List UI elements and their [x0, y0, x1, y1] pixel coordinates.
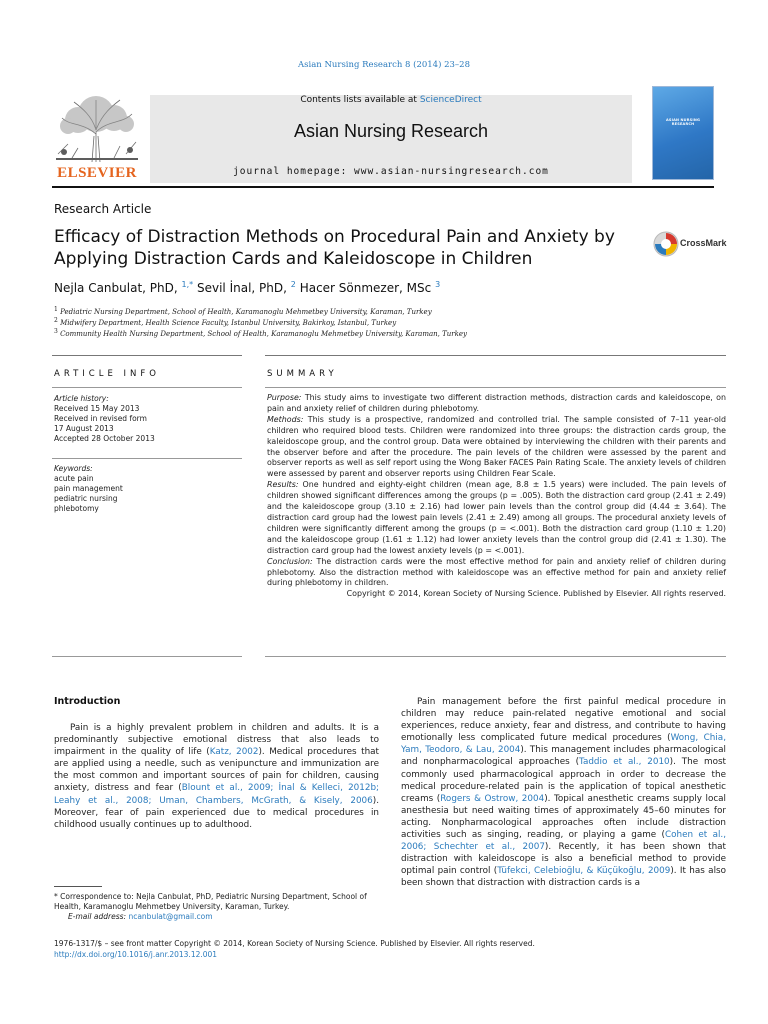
results-text: One hundred and eighty-eight children (mean age, 8.8 ± 1.5 years) were included. The pain levels of children showed significant differences among the groups (p = .005). Both the distraction card group (2.41 ± 2.49) and the kaleidoscope group (3.10 ± 2.16) had lower pain levels than the control group did (4.44 ± 3.64). The distraction card group had the lowest pain levels (2.41 ± 2.49) among all groups. The procedural anxiety levels of children were significantly different among the groups (p = <.001). Both the distraction card group (1.10 ± 1.20) and the kaleidoscope group (1.61 ± 1.12) had lower anxiety levels than the control group did (2.41 ± 1.30). The distraction card group had the lowest anxiety levels (p = <.001). [267, 480, 726, 555]
summary-heading: SUMMARY [267, 369, 338, 379]
elsevier-wordmark: ELSEVIER [57, 165, 137, 181]
correspondence-text: Correspondence to: Nejla Canbulat, PhD, Pediatric Nursing Department, School of Health, Karamanoglu Mehmetbey University, Karaman, Turkey. [54, 892, 367, 911]
citation-link[interactable]: Tüfekci, Celebioğlu, & Küçükoğlu, 2009 [497, 866, 671, 877]
article-title: Efficacy of Distraction Methods on Procedural Pain and Anxiety by Applying Distraction Cards and Kaleidoscope in Children [54, 227, 615, 269]
citation-link[interactable]: Wong, Chia, Yam, Teodoro, & Lau, 2004 [401, 733, 726, 756]
email-line [54, 912, 379, 922]
paragraph-text: Pain is a highly prevalent problem in children and adults. It is a predominantly subjective emotional distress that also leads to impairment in the quality of life ( [54, 723, 379, 758]
divider [52, 656, 242, 657]
purpose-text: This study aims to investigate two different distraction methods, distraction cards and kaleidoscope, on pain and anxiety relief of children during phlebotomy. [267, 393, 726, 413]
paragraph-text: ). Medical procedures that are applied using a needle, such as venipuncture and immunization are the most common and important sources of pain for children, causing anxiety, distress and fear ( [54, 747, 379, 794]
author-affiliation-mark[interactable]: 3 [435, 280, 441, 289]
introduction-heading: Introduction [54, 696, 121, 707]
correspondence-line [54, 892, 379, 912]
revised-label: Received in revised form [54, 414, 147, 423]
summary-purpose [267, 393, 726, 415]
article-type: Research Article [54, 202, 152, 216]
doi-link[interactable]: http://dx.doi.org/10.1016/j.anr.2013.12.001 [54, 950, 218, 959]
citation-link[interactable]: Blount et al., 2009; İnal & Kelleci, 2012b; Leahy et al., 2008; Uman, Chambers, McGrath, & Kisely, 2006 [54, 783, 379, 806]
citation-link[interactable]: Cohen et al., 2006; Schechter et al., 2007 [401, 830, 727, 853]
results-label: Results: [267, 480, 299, 490]
correspondence-footnote [54, 892, 379, 922]
affiliation-text: Pediatric Nursing Department, School of Health, Karamanoglu Mehmetbey University, Karaman, Turkey [60, 308, 432, 316]
journal-name: Asian Nursing Research [293, 121, 489, 141]
affiliation-number: 1 [54, 306, 58, 313]
sciencedirect-link[interactable]: ScienceDirect [419, 95, 482, 105]
history-label: Article history: [54, 394, 109, 403]
cover-title: ASIAN NURSING RESEARCH [665, 118, 701, 126]
divider [52, 387, 242, 388]
page-footer [54, 938, 726, 960]
keyword: phlebotomy [54, 504, 99, 513]
summary-conclusion [267, 557, 726, 590]
divider [52, 355, 242, 356]
body-column-left [54, 722, 379, 831]
affiliation-number: 2 [54, 317, 58, 324]
author-name: Hacer Sönmezer, MSc [299, 281, 432, 295]
divider [265, 387, 726, 388]
paragraph-text: ). Topical anesthetic creams supply local anesthesia but need waiting times of approximately 45–60 minutes for acting. Nonpharmacological approaches often include distraction activities such as singing, reading, or playing a game ( [401, 793, 726, 841]
paragraph-text: ). Moreover, fear of pain experienced due to medical procedures in childhood usually continues up to adulthood. [54, 795, 379, 830]
methods-label: Methods: [267, 414, 304, 424]
masthead-rule [52, 186, 714, 188]
summary-copyright: Copyright © 2014, Korean Society of Nursing Science. Published by Elsevier. All rights reserved. [346, 589, 726, 599]
keyword: pediatric nursing [54, 494, 118, 503]
crossmark-label[interactable]: CrossMark [680, 238, 727, 248]
conclusion-label: Conclusion: [267, 556, 313, 566]
citation-link[interactable]: Katz, 2002 [209, 747, 259, 758]
citation-link[interactable]: Taddio et al., 2010 [579, 757, 670, 768]
methods-text: This study is a prospective, randomized and controlled trial. The sample consisted of 7–11 year-old children who required blood tests. Children were randomized into three groups: the distraction cards group, the kaleidoscope group, and the control group. Data were obtained by interviewing the children with their parents and the observer before and after the procedure. The pain levels of the children were assessed by the parent and observer reports as well as self report using the Wong Baker FACES Pain Rating Scale. The anxiety levels of children were assessed by parent and observer reports using Children Fear Scale. [267, 414, 726, 479]
affiliation [54, 317, 396, 327]
conclusion-text: The distraction cards were the most effective method for pain and anxiety relief of children during phlebotomy. Also the distraction method with kaleidoscope was an effective method for pain and anxiety relief during phlebotomy in children. [267, 556, 726, 588]
divider [52, 458, 242, 459]
summary-results [267, 480, 726, 556]
author-name: Sevil İnal, PhD, [196, 281, 287, 295]
email-label: E-mail address: [68, 912, 127, 921]
keyword: acute pain [54, 474, 94, 483]
accepted-date: Accepted 28 October 2013 [54, 434, 155, 443]
body-column-right [401, 696, 726, 890]
paragraph-text: ). Recently, it has been shown that distraction with kaleidoscope is also a beneficial method to provide optimal pain control ( [401, 842, 726, 877]
affiliation-text: Midwifery Department, Health Science Faculty, Istanbul University, Bakirkoy, Istanbul, Turkey [60, 319, 397, 327]
keywords [54, 464, 240, 514]
article-info-heading: ARTICLE INFO [54, 369, 160, 379]
author-affiliation-mark[interactable]: 2 [290, 280, 296, 289]
footnote-mark: * [54, 892, 58, 901]
contents-line [150, 95, 632, 105]
keywords-label: Keywords: [54, 464, 93, 473]
author-list [54, 280, 440, 295]
email-link[interactable]: ncanbulat@gmail.com [128, 912, 213, 921]
crossmark-icon [652, 229, 682, 261]
summary-text [267, 393, 726, 600]
affiliation [54, 328, 467, 338]
journal-cover-thumbnail [652, 86, 714, 180]
received-date: Received 15 May 2013 [54, 404, 140, 413]
paragraph [54, 722, 379, 831]
affiliation-number: 3 [54, 328, 58, 335]
paragraph-text: ). This management includes pharmacological and nonpharmacological approaches ( [401, 745, 726, 768]
revised-date: 17 August 2013 [54, 424, 114, 433]
keyword: pain management [54, 484, 123, 493]
purpose-label: Purpose: [267, 393, 302, 402]
author-affiliation-mark[interactable]: 1,* [181, 280, 194, 289]
article-history [54, 394, 240, 444]
running-head[interactable]: Asian Nursing Research 8 (2014) 23–28 [298, 60, 470, 70]
author-name: Nejla Canbulat, PhD, [54, 281, 178, 295]
issn-line: 1976-1317/$ – see front matter Copyright © 2014, Korean Society of Nursing Science. Published by Elsevier. All rights reserved. [54, 939, 535, 948]
journal-homepage[interactable]: journal homepage: www.asian-nursingresearch.com [233, 166, 549, 177]
contents-prefix: Contents lists available at [300, 95, 420, 105]
divider [265, 656, 726, 657]
divider [265, 355, 726, 356]
citation-link[interactable]: Rogers & Ostrow, 2004 [440, 793, 545, 804]
paragraph-text: ). The most commonly used pharmacological approach in order to decrease the medical procedure-related pain is the application of topical anesthetic creams ( [401, 757, 726, 804]
summary-methods [267, 415, 726, 480]
paragraph [401, 696, 726, 890]
paragraph-text: Pain management before the first painful medical procedure in children may reduce pain-related negative emotional and social experiences, reduce anxiety, fear and distress, and contribute to having emotionally less complicated future medical procedures ( [401, 697, 726, 744]
affiliation-text: Community Health Nursing Department, School of Health, Karamanoglu Mehmetbey University, Karaman, Turkey [60, 330, 467, 338]
footnote-rule [54, 886, 102, 887]
paragraph-text: ). It has also been shown that distraction with distraction cards is a [401, 866, 726, 889]
affiliation [54, 306, 432, 316]
